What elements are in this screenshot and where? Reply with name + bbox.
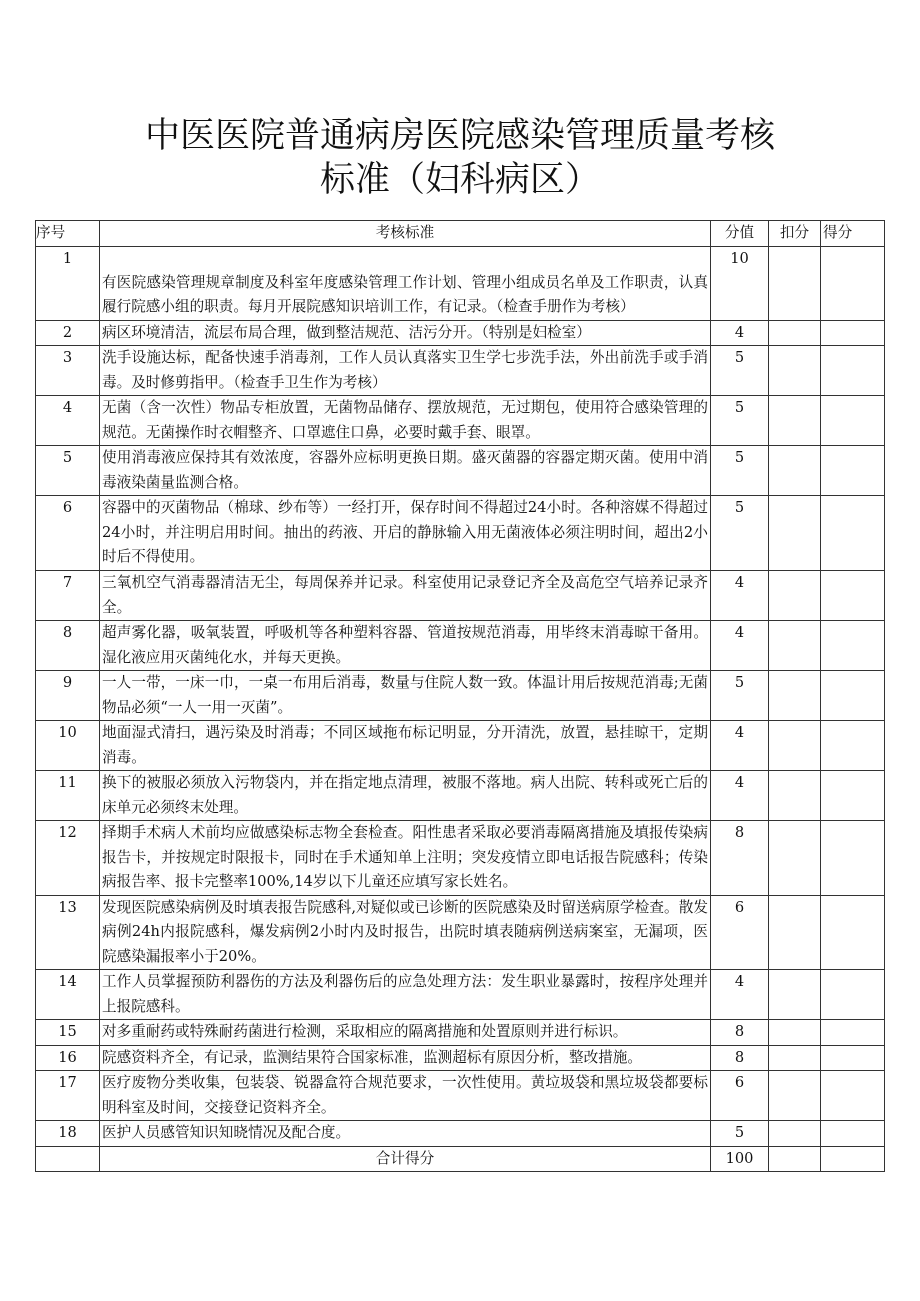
table-row [36, 771, 885, 821]
table-row [36, 346, 885, 396]
row-result-cell[interactable] [821, 821, 885, 896]
row-result-cell[interactable] [821, 396, 885, 446]
table-row [36, 721, 885, 771]
row-score: 5 [711, 446, 769, 496]
header-deduction: 扣分 [769, 221, 821, 247]
row-result-cell[interactable] [821, 1045, 885, 1071]
standard-text: 使用消毒液应保持其有效浓度，容器外应标明更换日期。盛灭菌器的容器定期灭菌。使用中消毒液染菌量监测合格。 [102, 449, 708, 491]
row-number: 2 [36, 320, 100, 346]
assessment-table [35, 220, 885, 1172]
total-score: 100 [711, 1146, 769, 1172]
row-score: 4 [711, 621, 769, 671]
row-score: 10 [711, 246, 769, 320]
row-deduction-cell[interactable] [769, 771, 821, 821]
row-result-cell[interactable] [821, 1020, 885, 1046]
document-title-line2: 标准（妇科病区） [319, 160, 600, 200]
row-result-cell[interactable] [821, 1071, 885, 1121]
standard-text: 超声雾化器，吸氧装置，呼吸机等各种塑料容器、管道按规范消毒，用毕终末消毒晾干备用。湿化液应用灭菌纯化水，并每天更换。 [102, 624, 708, 666]
row-number: 7 [36, 571, 100, 621]
table-row [36, 970, 885, 1020]
header-score: 分值 [711, 221, 769, 247]
row-number: 11 [36, 771, 100, 821]
table-row [36, 446, 885, 496]
table-row [36, 1121, 885, 1147]
row-deduction-cell[interactable] [769, 346, 821, 396]
row-result-cell[interactable] [821, 970, 885, 1020]
standard-text: 对多重耐药或特殊耐药菌进行检测，采取相应的隔离措施和处置原则并进行标识。 [102, 1023, 628, 1040]
row-standard-text [100, 446, 711, 496]
total-row [36, 1146, 885, 1172]
row-result-cell[interactable] [821, 671, 885, 721]
table-row [36, 621, 885, 671]
row-score: 5 [711, 396, 769, 446]
row-standard-text [100, 320, 711, 346]
row-standard-text [100, 721, 711, 771]
table-row [36, 1045, 885, 1071]
row-standard-text [100, 621, 711, 671]
standard-text: 发现医院感染病例及时填表报告院感科,对疑似或已诊断的医院感染及时留送病原学检查。散发病例24h内报院感科，爆发病例2小时内及时报告，出院时填表随病例送病案室，无漏项，医院感染漏报率小于20%。 [102, 898, 708, 965]
row-deduction-cell[interactable] [769, 446, 821, 496]
row-score: 4 [711, 320, 769, 346]
row-standard-text [100, 396, 711, 446]
row-deduction-cell[interactable] [769, 1020, 821, 1046]
table-row [36, 571, 885, 621]
row-score: 6 [711, 895, 769, 970]
row-score: 4 [711, 571, 769, 621]
row-number: 5 [36, 446, 100, 496]
row-score: 5 [711, 1121, 769, 1147]
standard-text: 病区环境清洁，流层布局合理，做到整洁规范、洁污分开。（特别是妇检室） [102, 323, 591, 341]
row-deduction-cell[interactable] [769, 246, 821, 320]
standard-text: 一人一带，一床一巾，一桌一布用后消毒，数量与住院人数一致。体温计用后按规范消毒;无菌物品必须“一人一用一灭菌”。 [102, 674, 708, 716]
row-score: 8 [711, 1020, 769, 1046]
row-result-cell[interactable] [821, 571, 885, 621]
row-score: 4 [711, 771, 769, 821]
row-standard-text [100, 1071, 711, 1121]
header-standard: 考核标准 [100, 221, 711, 247]
row-deduction-cell[interactable] [769, 621, 821, 671]
row-number: 6 [36, 496, 100, 571]
row-result-cell[interactable] [821, 1121, 885, 1147]
total-result-cell[interactable] [821, 1146, 885, 1172]
table-row [36, 320, 885, 346]
row-result-cell[interactable] [821, 496, 885, 571]
row-deduction-cell[interactable] [769, 1045, 821, 1071]
standard-text: 医疗废物分类收集，包装袋、锐器盒符合规范要求，一次性使用。黄垃圾袋和黑垃圾袋都要标明科室及时间，交接登记资料齐全。 [102, 1074, 708, 1116]
row-number: 9 [36, 671, 100, 721]
row-number: 8 [36, 621, 100, 671]
row-result-cell[interactable] [821, 721, 885, 771]
row-standard-text [100, 821, 711, 896]
standard-text: 换下的被服必须放入污物袋内，并在指定地点清理，被服不落地。病人出院、转科或死亡后的床单元必须终末处理。 [102, 774, 708, 816]
standard-text: 工作人员掌握预防利器伤的方法及利器伤后的应急处理方法：发生职业暴露时，按程序处理并上报院感科。 [102, 973, 708, 1015]
table-row [36, 396, 885, 446]
standard-text: 地面湿式清扫，遇污染及时消毒；不同区域拖布标记明显，分开清洗，放置，悬挂晾干，定期消毒。 [102, 724, 708, 766]
row-number: 12 [36, 821, 100, 896]
row-number: 18 [36, 1121, 100, 1147]
standard-text: 无菌（含一次性）物品专柜放置，无菌物品储存、摆放规范，无过期包，使用符合感染管理的规范。无菌操作时衣帽整齐、口罩遮住口鼻，必要时戴手套、眼罩。 [102, 399, 708, 441]
row-score: 6 [711, 1071, 769, 1121]
table-row [36, 1071, 885, 1121]
standard-text: 医护人员感管知识知晓情况及配合度。 [102, 1124, 351, 1141]
header-no: 序号 [36, 221, 100, 247]
row-standard-text [100, 1020, 711, 1046]
standard-text: 容器中的灭菌物品（棉球、纱布等）一经打开，保存时间不得超过24小时。各种溶媒不得超过24小时，并注明启用时间。抽出的药液、开启的静脉输入用无菌液体必须注明时间，超出2小时后不得使用。 [102, 499, 708, 565]
standard-text: 洗手设施达标，配备快速手消毒剂，工作人员认真落实卫生学七步洗手法，外出前洗手或手消毒。及时修剪指甲。（检查手卫生作为考核） [102, 349, 708, 391]
row-result-cell[interactable] [821, 346, 885, 396]
total-deduction-cell[interactable] [769, 1146, 821, 1172]
standard-text: 三氧机空气消毒器清洁无尘，每周保养并记录。科室使用记录登记齐全及高危空气培养记录齐全。 [102, 574, 708, 616]
row-number: 4 [36, 396, 100, 446]
row-score: 8 [711, 1045, 769, 1071]
table-row [36, 1020, 885, 1046]
row-number: 14 [36, 970, 100, 1020]
row-deduction-cell[interactable] [769, 396, 821, 446]
header-result: 得分 [821, 221, 885, 247]
table-row [36, 496, 885, 571]
row-deduction-cell[interactable] [769, 571, 821, 621]
row-result-cell[interactable] [821, 895, 885, 970]
row-number: 16 [36, 1045, 100, 1071]
row-deduction-cell[interactable] [769, 1121, 821, 1147]
row-standard-text [100, 1121, 711, 1147]
row-result-cell[interactable] [821, 621, 885, 671]
row-deduction-cell[interactable] [769, 895, 821, 970]
row-deduction-cell[interactable] [769, 1071, 821, 1121]
row-score: 5 [711, 496, 769, 571]
row-result-cell[interactable] [821, 446, 885, 496]
row-standard-text [100, 496, 711, 571]
row-standard-text [100, 571, 711, 621]
table-header-row [36, 221, 885, 247]
row-score: 4 [711, 721, 769, 771]
row-deduction-cell[interactable] [769, 970, 821, 1020]
row-number: 3 [36, 346, 100, 396]
row-result-cell[interactable] [821, 320, 885, 346]
table-row [36, 821, 885, 896]
row-deduction-cell[interactable] [769, 496, 821, 571]
row-number: 17 [36, 1071, 100, 1121]
row-number: 13 [36, 895, 100, 970]
row-standard-text [100, 895, 711, 970]
table-row [36, 671, 885, 721]
row-score: 5 [711, 346, 769, 396]
row-score: 8 [711, 821, 769, 896]
table-row [36, 246, 885, 320]
row-score: 4 [711, 970, 769, 1020]
total-no-cell [36, 1146, 100, 1172]
row-standard-text [100, 1045, 711, 1071]
row-standard-text [100, 346, 711, 396]
row-deduction-cell[interactable] [769, 320, 821, 346]
row-standard-text [100, 970, 711, 1020]
standard-text: 择期手术病人术前均应做感染标志物全套检查。阳性患者采取必要消毒隔离措施及填报传染病报告卡，并按规定时限报卡，同时在手术通知单上注明；突发疫情立即电话报告院感科；传染病报告率、报卡完整率100%,14岁以下儿童还应填写家长姓名。 [102, 824, 708, 890]
row-standard-text [100, 771, 711, 821]
row-number: 10 [36, 721, 100, 771]
standard-text: 院感资料齐全，有记录，监测结果符合国家标准，监测超标有原因分析，整改措施。 [102, 1048, 642, 1066]
row-result-cell[interactable] [821, 246, 885, 320]
row-deduction-cell[interactable] [769, 721, 821, 771]
row-score: 5 [711, 671, 769, 721]
row-standard-text [100, 671, 711, 721]
row-standard-text [100, 246, 711, 320]
row-number: 1 [36, 246, 100, 320]
row-deduction-cell[interactable] [769, 821, 821, 896]
row-deduction-cell[interactable] [769, 671, 821, 721]
row-number: 15 [36, 1020, 100, 1046]
table-row [36, 895, 885, 970]
document-title-line1: 中医医院普通病房医院感染管理质量考核 [144, 116, 775, 156]
row-result-cell[interactable] [821, 771, 885, 821]
total-label: 合计得分 [100, 1146, 711, 1172]
standard-text: 有医院感染管理规章制度及科室年度感染管理工作计划、管理小组成员名单及工作职责，认真履行院感小组的职责。每月开展院感知识培训工作，有记录。（检查手册作为考核） [102, 273, 708, 315]
